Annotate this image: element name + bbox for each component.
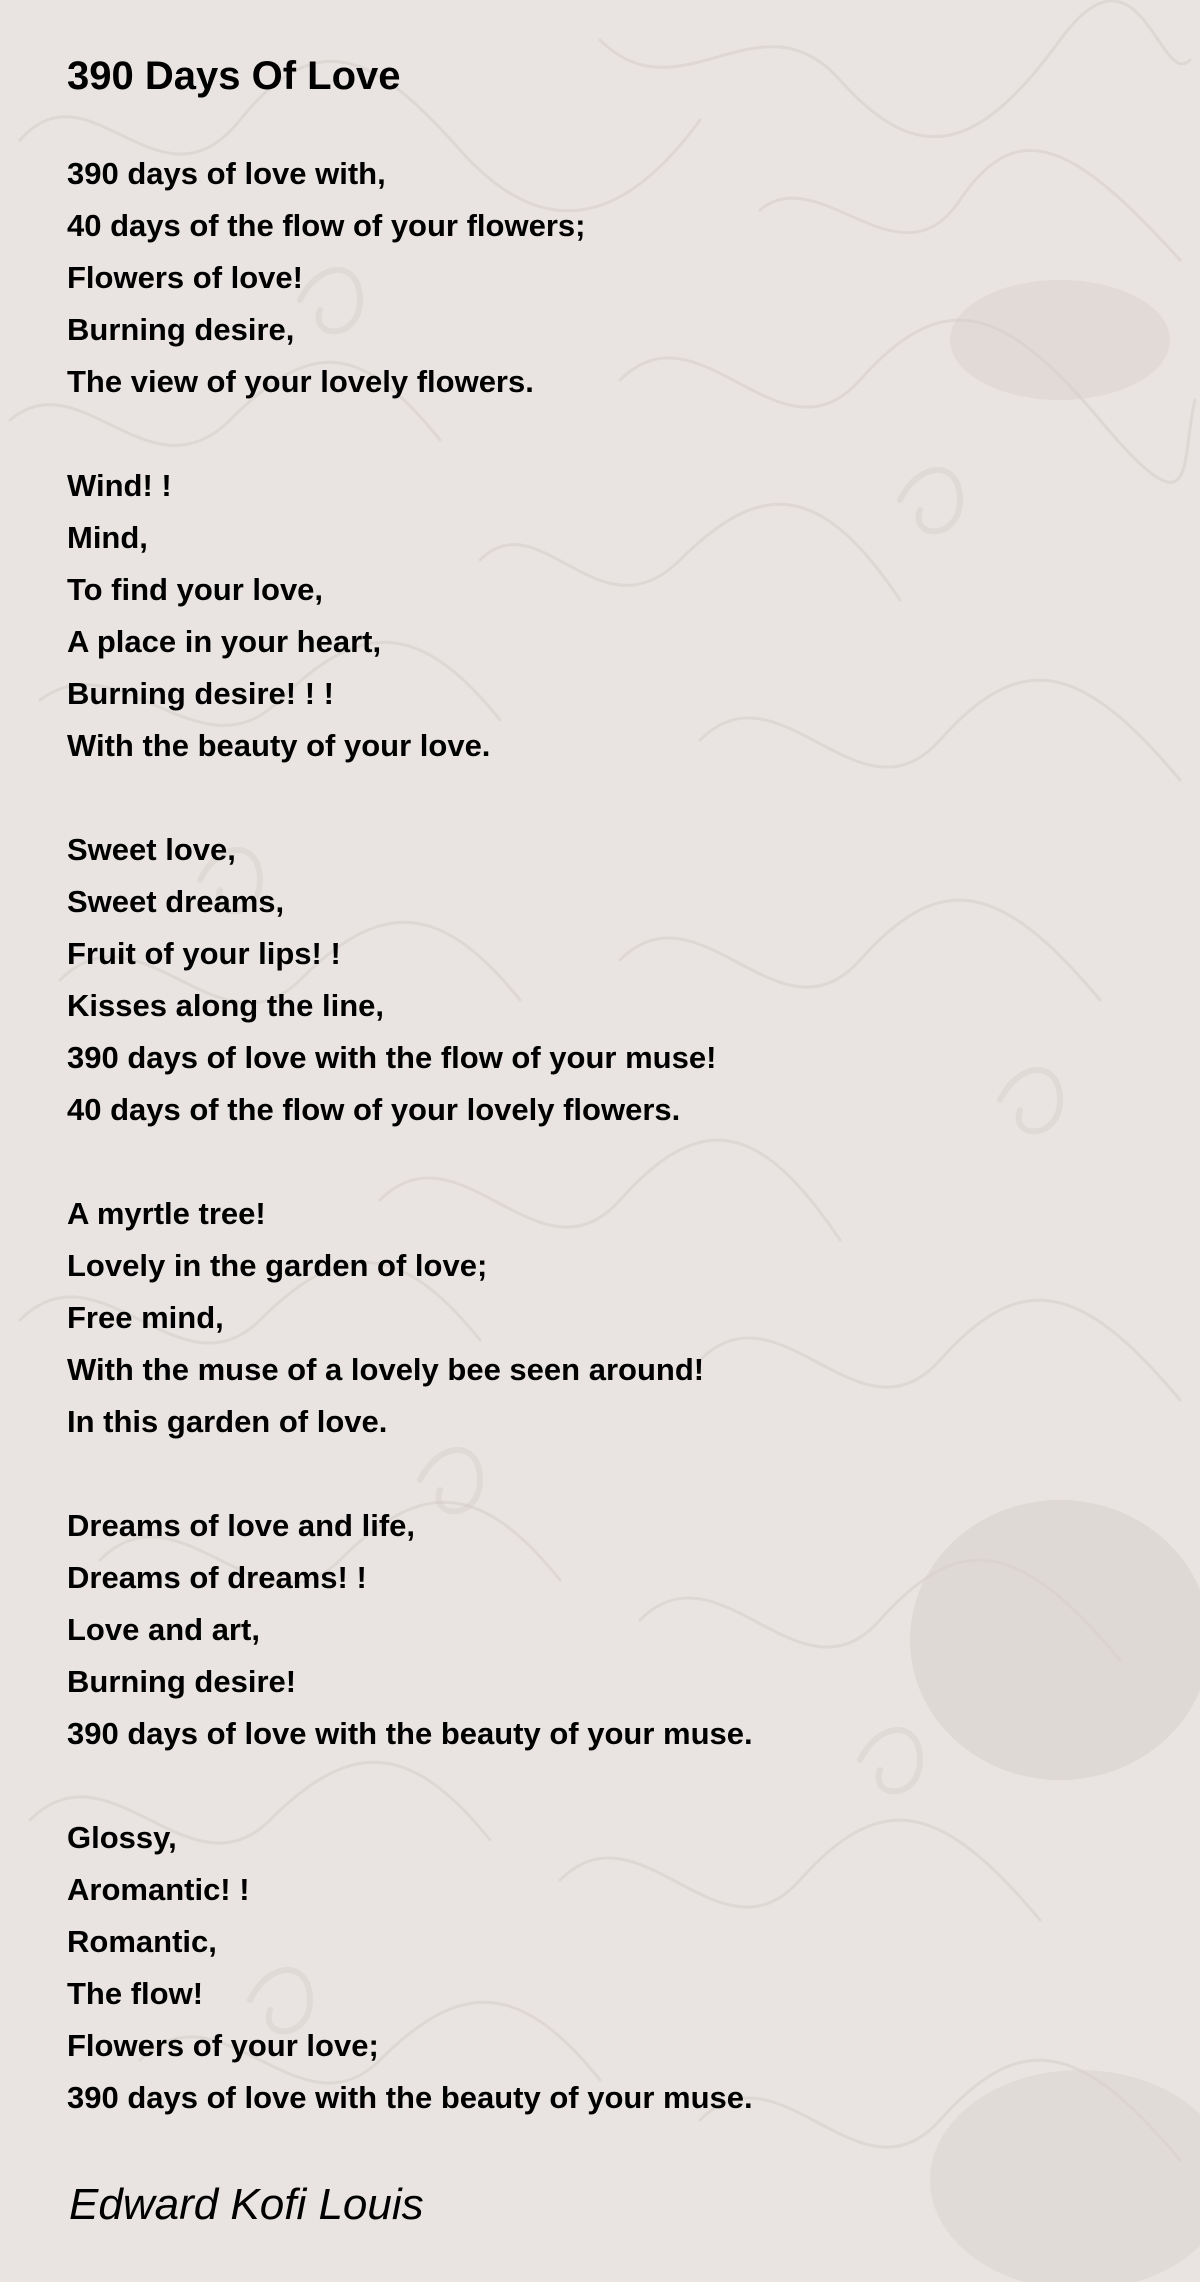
poem-line: 40 days of the flow of your flowers; <box>67 208 586 243</box>
poem-title: 390 Days Of Love <box>67 54 401 98</box>
poem-line: Aromantic! ! <box>67 1872 250 1907</box>
poem-line: 390 days of love with, <box>67 156 386 191</box>
poem-line: Burning desire, <box>67 312 295 347</box>
poem-author: Edward Kofi Louis <box>69 2180 424 2229</box>
poem-line: Sweet love, <box>67 832 236 867</box>
poem-line: A place in your heart, <box>67 624 382 659</box>
stanza <box>67 460 753 772</box>
poem-line: Flowers of love! <box>67 260 303 295</box>
poem-line: The view of your lovely flowers. <box>67 364 534 399</box>
stanza <box>67 1188 753 1448</box>
stanza <box>67 148 753 408</box>
poem-line: Lovely in the garden of love; <box>67 1248 488 1283</box>
poem-line: Romantic, <box>67 1924 217 1959</box>
poem-line: Fruit of your lips! ! <box>67 936 341 971</box>
poem-line: Burning desire! <box>67 1664 297 1699</box>
stanza <box>67 1500 753 1760</box>
poem-line: Dreams of dreams! ! <box>67 1560 367 1595</box>
poem-line: Dreams of love and life, <box>67 1508 415 1543</box>
poem-line: Flowers of your love; <box>67 2028 379 2063</box>
poem-line: Free mind, <box>67 1300 224 1335</box>
poem-line: 390 days of love with the beauty of your muse. <box>67 2080 753 2115</box>
poem-line: In this garden of love. <box>67 1404 388 1439</box>
stanza <box>67 824 753 1136</box>
poem-line: The flow! <box>67 1976 204 2011</box>
stanza <box>67 1812 753 2124</box>
poem-line: Mind, <box>67 520 148 555</box>
poem-line: Kisses along the line, <box>67 988 384 1023</box>
poem-line: A myrtle tree! <box>67 1196 266 1231</box>
poem-line: Love and art, <box>67 1612 260 1647</box>
poem-line: Burning desire! ! ! <box>67 676 334 711</box>
poem-line: With the beauty of your love. <box>67 728 491 763</box>
poem-line: To find your love, <box>67 572 324 607</box>
poem-line: Sweet dreams, <box>67 884 285 919</box>
poem-line: With the muse of a lovely bee seen around! <box>67 1352 705 1387</box>
poem-line: Wind! ! <box>67 468 172 503</box>
poem-body <box>67 148 753 2176</box>
poem-line: Glossy, <box>67 1820 177 1855</box>
poem-line: 40 days of the flow of your lovely flowers. <box>67 1092 681 1127</box>
poem-line: 390 days of love with the beauty of your muse. <box>67 1716 753 1751</box>
poem-line: 390 days of love with the flow of your muse! <box>67 1040 717 1075</box>
